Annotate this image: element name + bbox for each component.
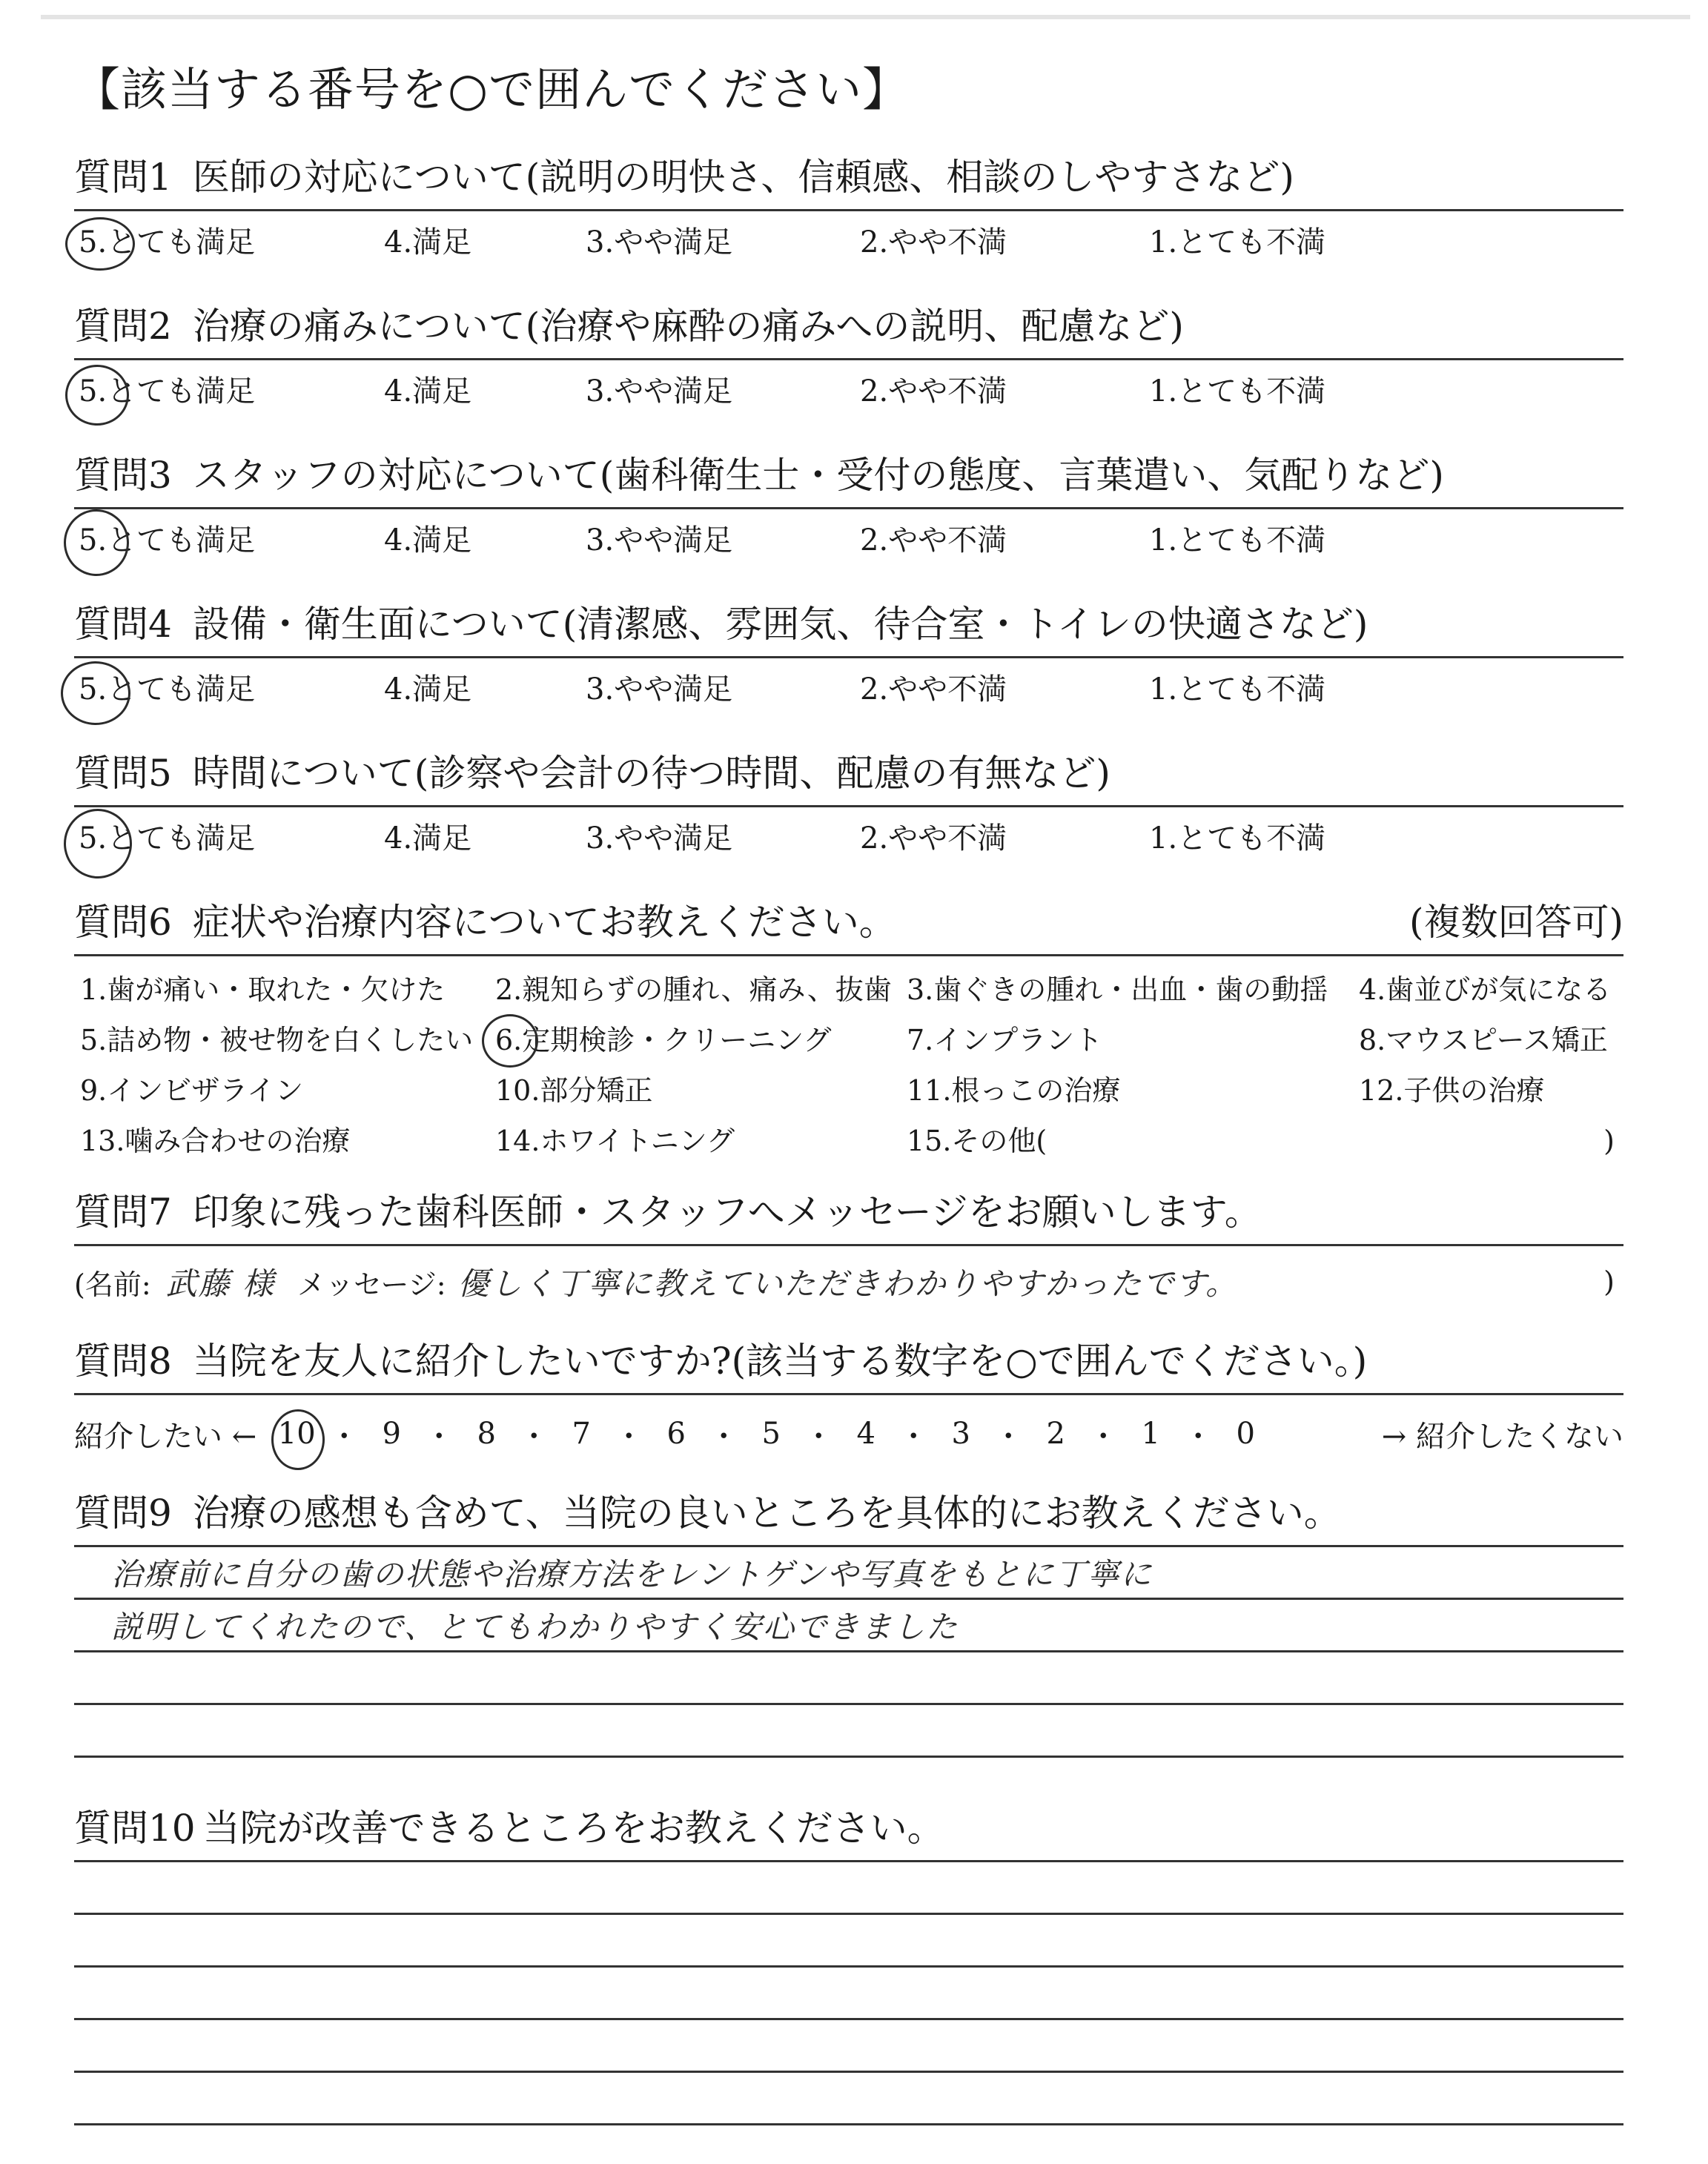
message-close-paren: ) xyxy=(1603,1265,1615,1298)
scale-separator: ・ xyxy=(519,1419,549,1454)
handwritten-answer: 説明してくれたので、とてもわかりやすく安心できました xyxy=(111,1609,959,1645)
scale-6[interactable]: 6 xyxy=(666,1417,686,1451)
symptom-option-10[interactable]: 10.部分矯正 xyxy=(495,1074,653,1107)
message-row xyxy=(74,1260,1623,1304)
scale-right-label: → 紹介したくない xyxy=(1381,1419,1623,1454)
scale-separator: ・ xyxy=(1088,1419,1119,1454)
question-number: 質問7 xyxy=(74,1191,172,1234)
option-5[interactable]: 5.とても満足 xyxy=(74,675,384,716)
scale-3[interactable]: 3 xyxy=(951,1417,970,1451)
symptom-option-15[interactable]: 15.その他( xyxy=(907,1125,1047,1157)
question-number: 質問4 xyxy=(74,603,172,646)
question-text: 印象に残った歯科医師・スタッフへメッセージをお願いします。 xyxy=(192,1191,1262,1234)
question-1 xyxy=(74,156,1623,269)
rating-options xyxy=(74,821,1623,865)
multiple-answers-note: (複数回答可) xyxy=(1409,901,1623,944)
scale-7[interactable]: 7 xyxy=(572,1417,591,1451)
question-5-title xyxy=(74,752,1623,807)
option-4[interactable]: 4.満足 xyxy=(384,225,472,259)
option-3[interactable]: 3.やや満足 xyxy=(586,523,733,557)
rating-options xyxy=(74,672,1623,716)
symptom-option-5[interactable]: 5.詰め物・被せ物を白くしたい xyxy=(80,1024,474,1056)
symptom-option-11[interactable]: 11.根っこの治療 xyxy=(907,1074,1121,1107)
question-3 xyxy=(74,454,1623,567)
answer-line[interactable] xyxy=(74,1705,1623,1758)
question-text: 当院が改善できるところをお教えください。 xyxy=(202,1807,944,1850)
question-2 xyxy=(74,305,1623,418)
handwritten-answer: 治療前に自分の歯の状態や治療方法をレントゲンや写真をもとに丁寧に xyxy=(111,1556,1153,1592)
question-number: 質問3 xyxy=(74,454,172,497)
option-1[interactable]: 1.とても不満 xyxy=(1149,821,1326,856)
question-text: 症状や治療内容についてお教えください。 xyxy=(192,901,896,944)
option-1[interactable]: 1.とても不満 xyxy=(1149,523,1326,557)
name-label: (名前: xyxy=(74,1268,151,1301)
symptom-option-13[interactable]: 13.噛み合わせの治療 xyxy=(80,1125,351,1157)
selection-circle xyxy=(271,1409,325,1470)
option-5[interactable]: 5.とても満足 xyxy=(74,377,384,418)
selection-circle xyxy=(65,365,129,426)
option-2[interactable]: 2.やや不満 xyxy=(860,523,1007,557)
option-2[interactable]: 2.やや不満 xyxy=(860,225,1007,259)
selection-circle xyxy=(64,809,132,878)
answer-line[interactable] xyxy=(74,1600,1623,1652)
question-number: 質問8 xyxy=(74,1340,172,1383)
rating-options xyxy=(74,225,1623,269)
question-number: 質問10 xyxy=(74,1807,196,1850)
question-text: 時間について(診察や会計の待つ時間、配慮の有無など) xyxy=(192,752,1110,795)
question-7-title xyxy=(74,1191,1623,1246)
symptom-option-9[interactable]: 9.インビザライン xyxy=(80,1074,304,1107)
option-3[interactable]: 3.やや満足 xyxy=(586,374,733,408)
scale-separator: ・ xyxy=(709,1419,739,1454)
answer-line[interactable] xyxy=(74,1862,1623,1915)
recommend-scale xyxy=(74,1412,1623,1456)
name-value[interactable]: 武藤 様 xyxy=(165,1265,275,1302)
selection-circle xyxy=(482,1014,538,1068)
scale-5[interactable]: 5 xyxy=(761,1417,781,1451)
option-2[interactable]: 2.やや不満 xyxy=(860,374,1007,408)
question-number: 質問2 xyxy=(74,305,172,348)
selection-circle xyxy=(64,509,129,576)
question-text: 治療の感想も含めて、当院の良いところを具体的にお教えください。 xyxy=(192,1492,1341,1535)
option-5[interactable]: 5.とても満足 xyxy=(74,526,384,567)
answer-line[interactable] xyxy=(74,1915,1623,1968)
option-1[interactable]: 1.とても不満 xyxy=(1149,672,1326,707)
symptom-option-8[interactable]: 8.マウスピース矯正 xyxy=(1359,1024,1608,1056)
question-number: 質問1 xyxy=(74,156,172,199)
question-9-title xyxy=(74,1492,1623,1547)
question-text: スタッフの対応について(歯科衛生士・受付の態度、言葉遣い、気配りなど) xyxy=(192,454,1444,497)
instruction-heading: 【該当する番号を○で囲んでください】 xyxy=(74,62,910,116)
answer-line[interactable] xyxy=(74,1968,1623,2020)
option-3[interactable]: 3.やや満足 xyxy=(586,672,733,707)
answer-line[interactable] xyxy=(74,2020,1623,2073)
scale-8[interactable]: 8 xyxy=(477,1417,496,1451)
symptom-option-2[interactable]: 2.親知らずの腫れ、痛み、抜歯 xyxy=(495,973,892,1006)
option-4[interactable]: 4.満足 xyxy=(384,374,472,408)
answer-lines xyxy=(74,1862,1623,2125)
symptom-option-12[interactable]: 12.子供の治療 xyxy=(1359,1074,1545,1107)
question-4-title xyxy=(74,603,1623,658)
question-number: 質問5 xyxy=(74,752,172,795)
question-text: 医師の対応について(説明の明快さ、信頼感、相談のしやすさなど) xyxy=(192,156,1294,199)
option-1[interactable]: 1.とても不満 xyxy=(1149,374,1326,408)
question-text: 設備・衛生面について(清潔感、雰囲気、待合室・トイレの快適さなど) xyxy=(192,603,1368,646)
question-text: 当院を友人に紹介したいですか?(該当する数字を○で囲んでください。) xyxy=(192,1340,1368,1383)
scale-separator: ・ xyxy=(329,1419,360,1454)
scale-separator: ・ xyxy=(898,1419,929,1454)
message-value[interactable]: 優しく丁寧に教えていただきわかりやすかったです。 xyxy=(457,1265,1239,1302)
symptom-option-6[interactable]: 6.定期検診・クリーニング xyxy=(489,1026,901,1054)
question-6 xyxy=(74,901,1623,1157)
symptom-option-3[interactable]: 3.歯ぐきの腫れ・出血・歯の動揺 xyxy=(907,973,1328,1006)
question-10 xyxy=(74,1807,1623,2125)
other-close-paren: ) xyxy=(1603,1125,1615,1157)
scale-0[interactable]: 0 xyxy=(1236,1417,1255,1451)
question-3-title xyxy=(74,454,1623,509)
option-1[interactable]: 1.とても不満 xyxy=(1149,225,1326,259)
scale-separator: ・ xyxy=(424,1419,454,1454)
scale-9[interactable]: 9 xyxy=(382,1417,401,1451)
rating-options xyxy=(74,523,1623,567)
question-9 xyxy=(74,1492,1623,1758)
option-2[interactable]: 2.やや不満 xyxy=(860,672,1007,707)
rating-options xyxy=(74,374,1623,418)
question-2-title xyxy=(74,305,1623,360)
symptom-option-7[interactable]: 7.インプラント xyxy=(907,1024,1103,1056)
symptom-option-14[interactable]: 14.ホワイトニング xyxy=(495,1125,735,1157)
option-4[interactable]: 4.満足 xyxy=(384,672,472,707)
symptom-option-1[interactable]: 1.歯が痛い・取れた・欠けた xyxy=(80,973,446,1006)
answer-line[interactable] xyxy=(74,1547,1623,1600)
scale-1[interactable]: 1 xyxy=(1141,1417,1160,1451)
answer-line[interactable] xyxy=(74,2073,1623,2125)
selection-circle xyxy=(65,217,135,271)
question-text: 治療の痛みについて(治療や麻酔の痛みへの説明、配慮など) xyxy=(192,305,1184,348)
option-5[interactable]: 5.とても満足 xyxy=(74,228,384,269)
option-3[interactable]: 3.やや満足 xyxy=(586,225,733,259)
question-5 xyxy=(74,752,1623,865)
scale-separator: ・ xyxy=(1183,1419,1214,1454)
scale-separator: ・ xyxy=(804,1419,834,1454)
scale-left-label: 紹介したい ← xyxy=(74,1419,257,1454)
question-8 xyxy=(74,1340,1623,1456)
question-8-title xyxy=(74,1340,1623,1395)
option-3[interactable]: 3.やや満足 xyxy=(586,821,733,856)
scale-separator: ・ xyxy=(614,1419,644,1454)
question-4 xyxy=(74,603,1623,716)
symptom-option-4[interactable]: 4.歯並びが気になる xyxy=(1359,973,1612,1006)
question-10-title xyxy=(74,1807,1623,1862)
scan-top-edge xyxy=(41,15,1690,19)
option-4[interactable]: 4.満足 xyxy=(384,821,472,856)
option-4[interactable]: 4.満足 xyxy=(384,523,472,557)
selection-circle xyxy=(61,661,130,725)
message-label: メッセージ: xyxy=(297,1268,446,1301)
scale-2[interactable]: 2 xyxy=(1046,1417,1065,1451)
question-6-title xyxy=(74,901,1623,956)
question-1-title xyxy=(74,156,1623,211)
survey-form xyxy=(74,62,1623,2164)
scale-4[interactable]: 4 xyxy=(856,1417,875,1451)
question-number: 質問9 xyxy=(74,1492,172,1535)
answer-line[interactable] xyxy=(74,1652,1623,1705)
question-7 xyxy=(74,1191,1623,1304)
scale-10[interactable]: 10 xyxy=(271,1417,322,1451)
question-number: 質問6 xyxy=(74,901,172,944)
scale-separator: ・ xyxy=(993,1419,1024,1454)
answer-lines xyxy=(74,1547,1623,1758)
symptom-options xyxy=(74,973,1623,1157)
option-2[interactable]: 2.やや不満 xyxy=(860,821,1007,856)
option-5[interactable]: 5.とても満足 xyxy=(74,824,384,865)
